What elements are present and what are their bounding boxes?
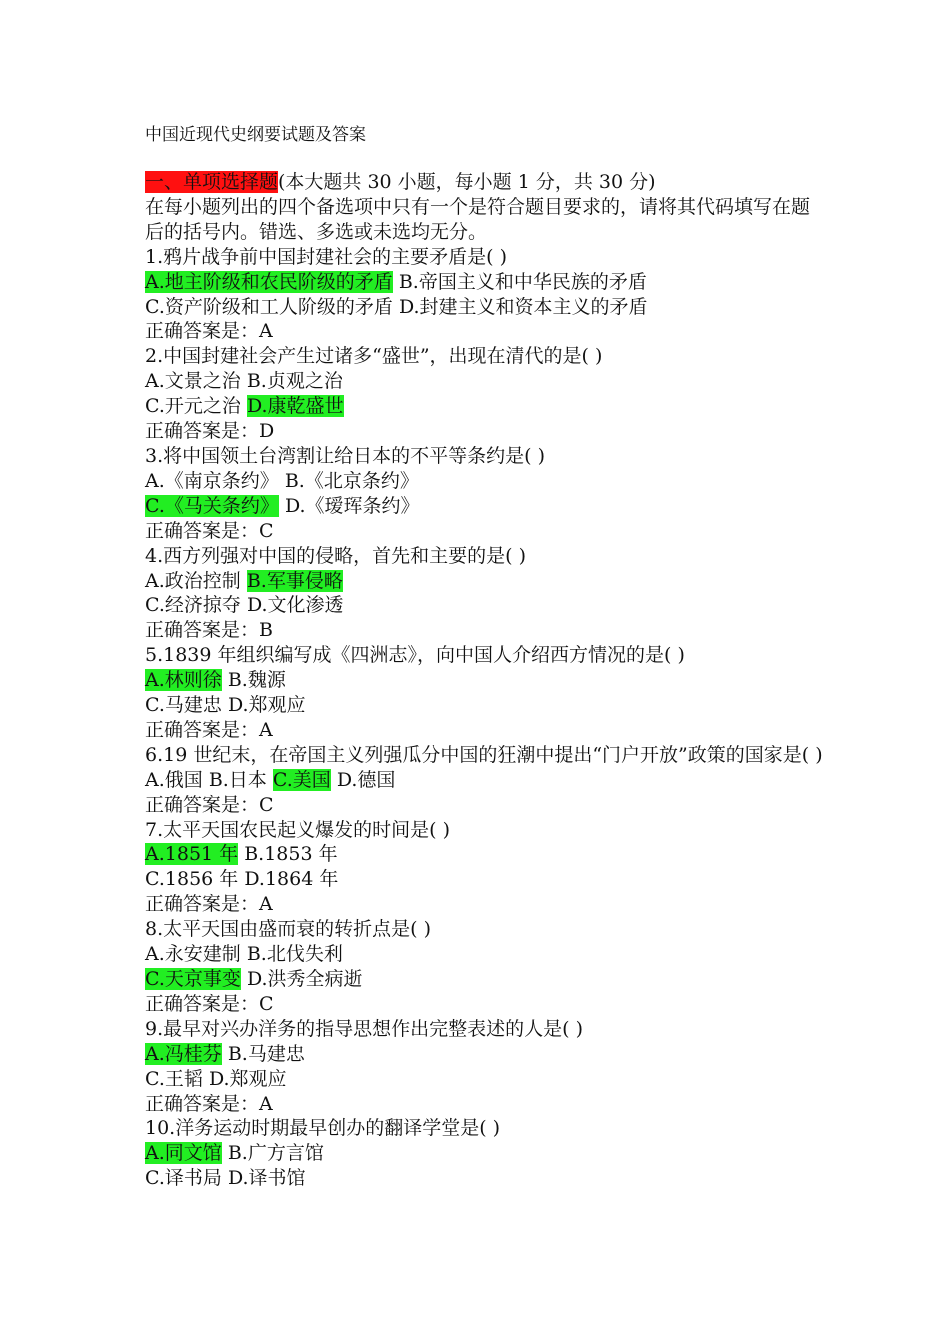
question-stem: 10.洋务运动时期最早创办的翻译学堂是( ) [145, 1117, 501, 1140]
options-line [145, 394, 825, 419]
options-line [145, 867, 825, 892]
option: D.郑观应 [227, 694, 306, 717]
option: B.北伐失利 [246, 943, 343, 966]
option: C.译书局 [145, 1167, 222, 1190]
option: C.马建忠 [145, 694, 222, 717]
options-line [145, 668, 825, 693]
option-correct: A.地主阶级和农民阶级的矛盾 [145, 270, 393, 293]
options-line [145, 593, 825, 618]
option: A.《南京条约》 [145, 469, 279, 492]
section-heading-note: (本大题共 30 小题，每小题 1 分，共 30 分) [278, 171, 656, 193]
options-line [145, 842, 825, 867]
options-line [145, 494, 825, 519]
options-line [145, 469, 825, 494]
option-correct: A.冯桂芬 [145, 1042, 222, 1065]
options-line [145, 1141, 825, 1166]
question-stem: 5.1839 年组织编写成《四洲志》，向中国人介绍西方情况的是( ) [145, 644, 685, 667]
option: B.日本 [208, 768, 267, 791]
option: D.洪秀全病逝 [246, 968, 363, 990]
option: D.文化渗透 [246, 594, 344, 617]
answer-line: 正确答案是：C [145, 519, 274, 542]
answer-line: 正确答案是：A [145, 893, 273, 916]
option: B.魏源 [227, 669, 286, 692]
answer-line: 正确答案是：B [145, 619, 273, 642]
question-stem: 8.太平天国由盛而衰的转折点是( ) [145, 918, 431, 941]
option: B.帝国主义和中华民族的矛盾 [398, 270, 647, 293]
option: C.经济掠夺 [145, 594, 241, 617]
option: A.文景之治 [145, 370, 241, 393]
answer-line: 正确答案是：A [145, 320, 273, 343]
question-stem: 2.中国封建社会产生过诸多“盛世”，出现在清代的是( ) [145, 345, 603, 368]
option-correct: B.军事侵略 [246, 569, 343, 592]
option-correct: C.天京事变 [145, 968, 241, 990]
option: B.贞观之治 [246, 370, 343, 393]
option: A.政治控制 [145, 569, 241, 592]
answer-line: 正确答案是：A [145, 1092, 273, 1115]
options-line [145, 1067, 825, 1092]
document-body [145, 170, 825, 1191]
option: D.《瑷珲条约》 [284, 494, 420, 517]
question-stem: 4.西方列强对中国的侵略，首先和主要的是( ) [145, 544, 526, 567]
option-correct: A.同文馆 [145, 1142, 222, 1165]
question-stem: 1.鸦片战争前中国封建社会的主要矛盾是( ) [145, 245, 507, 268]
question-stem: 3.将中国领土台湾割让给日本的不平等条约是( ) [145, 444, 545, 467]
option: D.1864 年 [244, 868, 339, 891]
options-line [145, 1166, 825, 1191]
document-page [145, 122, 825, 1191]
options-line [145, 369, 825, 394]
option: D.郑观应 [208, 1067, 287, 1090]
option: A.永安建制 [145, 943, 241, 966]
question-stem: 6.19 世纪末，在帝国主义列强瓜分中国的狂潮中提出“门户开放”政策的国家是( ) [145, 743, 823, 766]
option: C.王韬 [145, 1067, 203, 1090]
options-line [145, 569, 825, 594]
option: A.俄国 [145, 768, 203, 791]
option: C.开元之治 [145, 395, 241, 418]
section-heading-label: 一、单项选择题 [145, 171, 279, 193]
option-correct: D.康乾盛世 [246, 395, 344, 418]
answer-line: 正确答案是：C [145, 992, 274, 1015]
answer-line: 正确答案是：C [145, 793, 274, 816]
option: D.译书馆 [227, 1167, 306, 1190]
option-correct: C.《马关条约》 [145, 494, 279, 517]
document-title: 中国近现代史纲要试题及答案 [145, 125, 366, 145]
question-stem: 9.最早对兴办洋务的指导思想作出完整表述的人是( ) [145, 1017, 583, 1040]
options-line [145, 693, 825, 718]
option: D.封建主义和资本主义的矛盾 [398, 295, 648, 318]
options-line [145, 295, 825, 320]
option: B.广方言馆 [227, 1142, 324, 1165]
option: B.1853 年 [244, 843, 338, 866]
option: D.德国 [336, 768, 396, 791]
option: C.资产阶级和工人阶级的矛盾 [145, 295, 393, 318]
answer-line: 正确答案是：A [145, 718, 273, 741]
option-correct: C.美国 [272, 768, 331, 791]
option-correct: A.林则徐 [145, 669, 222, 692]
options-line [145, 967, 825, 992]
options-line [145, 942, 825, 967]
option-correct: A.1851 年 [145, 843, 239, 866]
section-heading [145, 170, 825, 195]
answer-line: 正确答案是：D [145, 420, 275, 443]
option: B.马建忠 [227, 1042, 305, 1065]
section-instructions: 在每小题列出的四个备选项中只有一个是符合题目要求的，请将其代码填写在题后的括号内。错选、多选或未选均无分。 [145, 195, 811, 243]
options-line [145, 768, 825, 793]
options-line [145, 270, 825, 295]
option: B.《北京条约》 [284, 469, 419, 492]
options-line [145, 1042, 825, 1067]
question-stem: 7.太平天国农民起义爆发的时间是( ) [145, 818, 450, 841]
option: C.1856 年 [145, 868, 239, 891]
